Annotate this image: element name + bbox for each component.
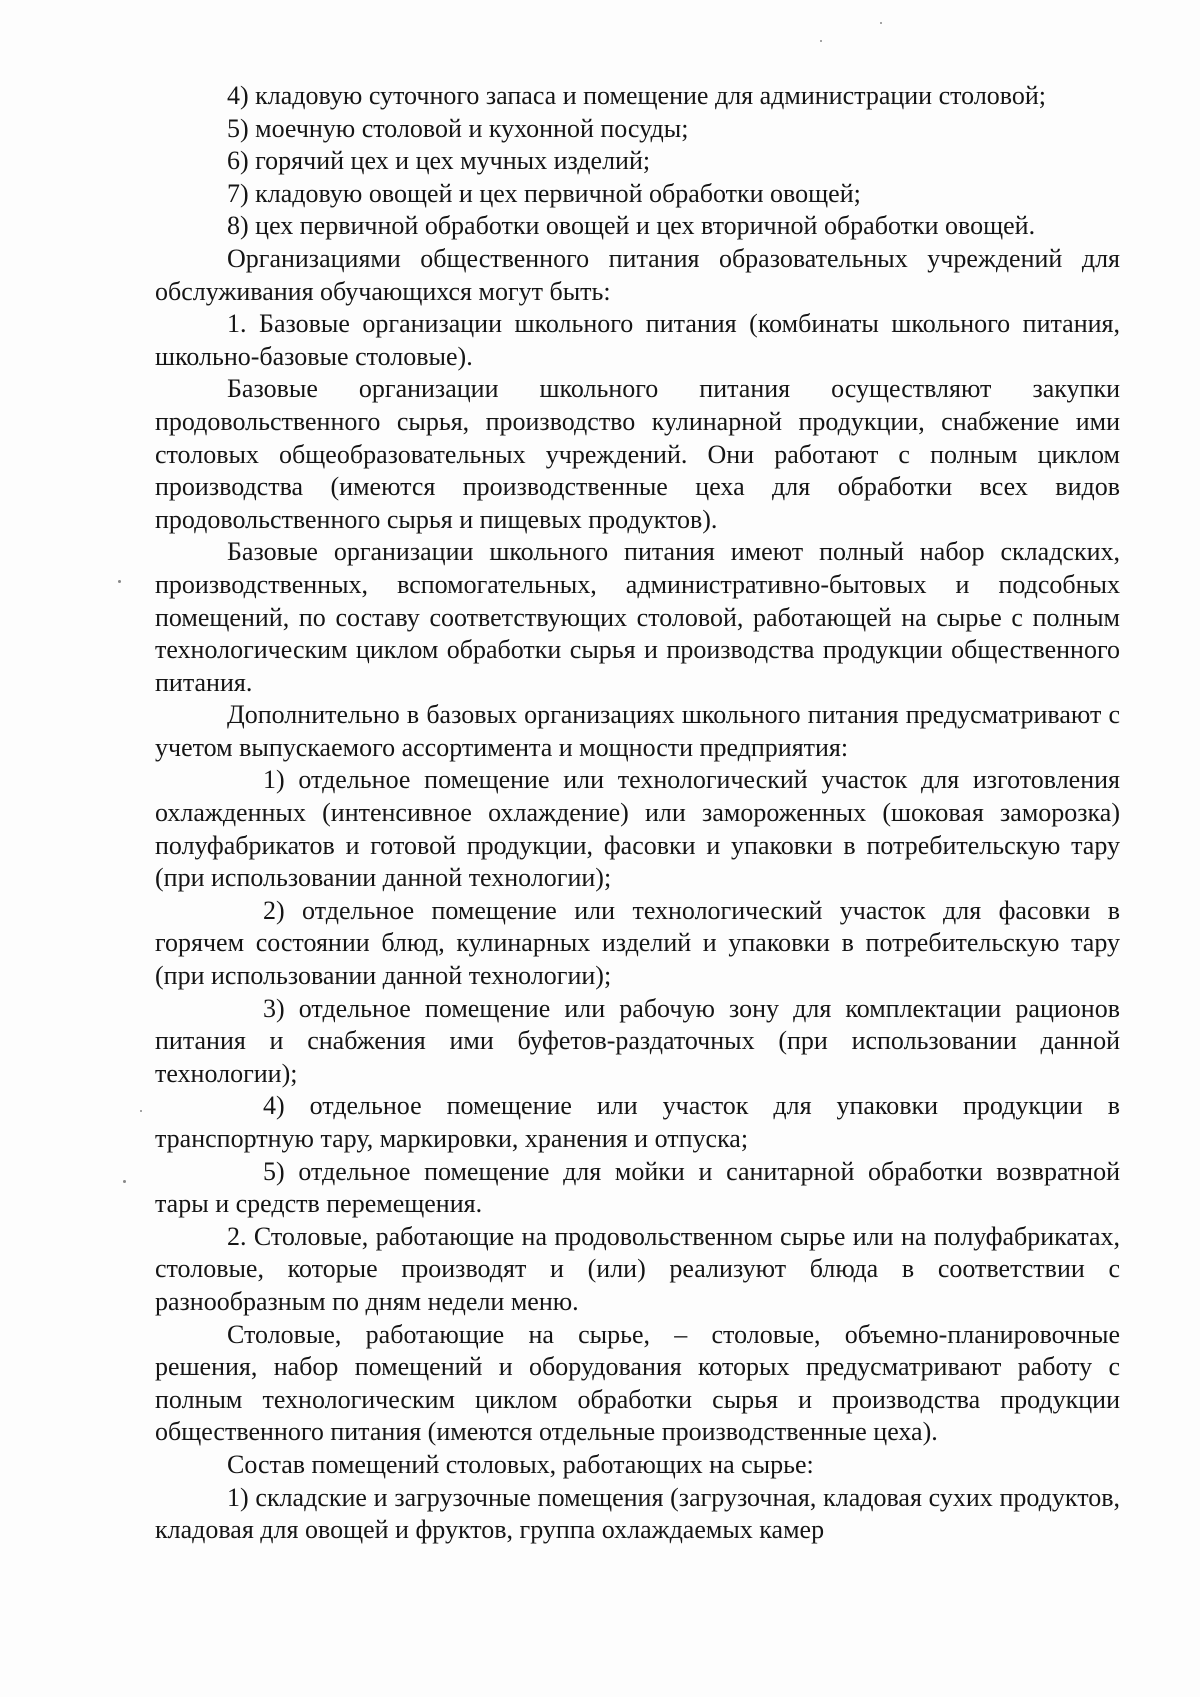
paragraph-18: Состав помещений столовых, работающих на сырье: [227, 1449, 814, 1479]
paragraph-8: Базовые организации школьного питания осуществляют закупки продовольственного сырья, производство кулинарной продукции, снабжение ими столовых общеобразовательных учреждений. Они работают с полным циклом производства (имеются производственные цеха для обработки всех видов продовольственного сырья и пищевых продуктов). [155, 374, 1120, 534]
document-body [155, 80, 1120, 1547]
paragraph-3: 6) горячий цех и цех мучных изделий; [227, 146, 651, 176]
paragraph-7: 1. Базовые организации школьного питания (комбинаты школьного питания, школьно-базовые столовые). [155, 309, 1120, 371]
paragraph-1: 4) кладовую суточного запаса и помещение для администрации столовой; [227, 81, 1047, 110]
paragraph-15: 5) отдельное помещение для мойки и санитарной обработки возвратной тары и средств перемещения. [155, 1156, 1120, 1219]
paragraph-2: 5) моечную столовой и кухонной посуды; [227, 113, 689, 143]
paragraph-12: 2) отдельное помещение или технологический участок для фасовки в горячем состоянии блюд, кулинарных изделий и упаковки в потребительскую тару (при использовании данной технологии); [155, 895, 1120, 991]
scan-speck [140, 1110, 142, 1112]
paragraph-6: Организациями общественного питания образовательных учреждений для обслуживания обучающихся могут быть: [155, 243, 1120, 306]
scan-speck [880, 22, 882, 24]
paragraph-17: Столовые, работающие на сырье, – столовые, объемно-планировочные решения, набор помещений и оборудования которых предусматривают работу с полным технологическим циклом обработки сырья и производства продукции общественного питания (имеются отдельные производственные цеха). [155, 1319, 1120, 1447]
paragraph-5: 8) цех первичной обработки овощей и цех вторичной обработки овощей. [227, 211, 1036, 241]
scan-speck [820, 40, 822, 42]
scan-speck [123, 1180, 126, 1183]
paragraph-13: 3) отдельное помещение или рабочую зону для комплектации рационов питания и снабжения ими буфетов-раздаточных (при использовании данной технологии); [155, 993, 1120, 1088]
paragraph-10: Дополнительно в базовых организациях школьного питания предусматривают с учетом выпускаемого ассортимента и мощности предприятия: [155, 700, 1120, 762]
paragraph-4: 7) кладовую овощей и цех первичной обработки овощей; [227, 178, 861, 208]
paragraph-19: 1) складские и загрузочные помещения (загрузочная, кладовая сухих продуктов, кладовая для овощей и фруктов, группа охлаждаемых камер [155, 1482, 1120, 1545]
paragraph-14: 4) отдельное помещение или участок для упаковки продукции в транспортную тару, маркировки, хранения и отпуска; [155, 1091, 1120, 1153]
scan-speck [118, 580, 121, 583]
paragraph-11: 1) отдельное помещение или технологический участок для изготовления охлажденных (интенсивное охлаждение) или замороженных (шоковая заморозка) полуфабрикатов и готовой продукции, фасовки и упаковки в потребительскую тару (при использовании данной технологии); [155, 765, 1120, 893]
paragraph-16: 2. Столовые, работающие на продовольственном сырье или на полуфабрикатах, столовые, которые производят и (или) реализуют блюда в соответствии с разнообразным по дням недели меню. [155, 1221, 1120, 1316]
paragraph-9: Базовые организации школьного питания имеют полный набор складских, производственных, вспомогательных, административно-бытовых и подсобных помещений, по составу соответствующих столовой, работающей на сырье с полным технологическим циклом обработки сырья и производства продукции общественного питания. [155, 537, 1120, 697]
